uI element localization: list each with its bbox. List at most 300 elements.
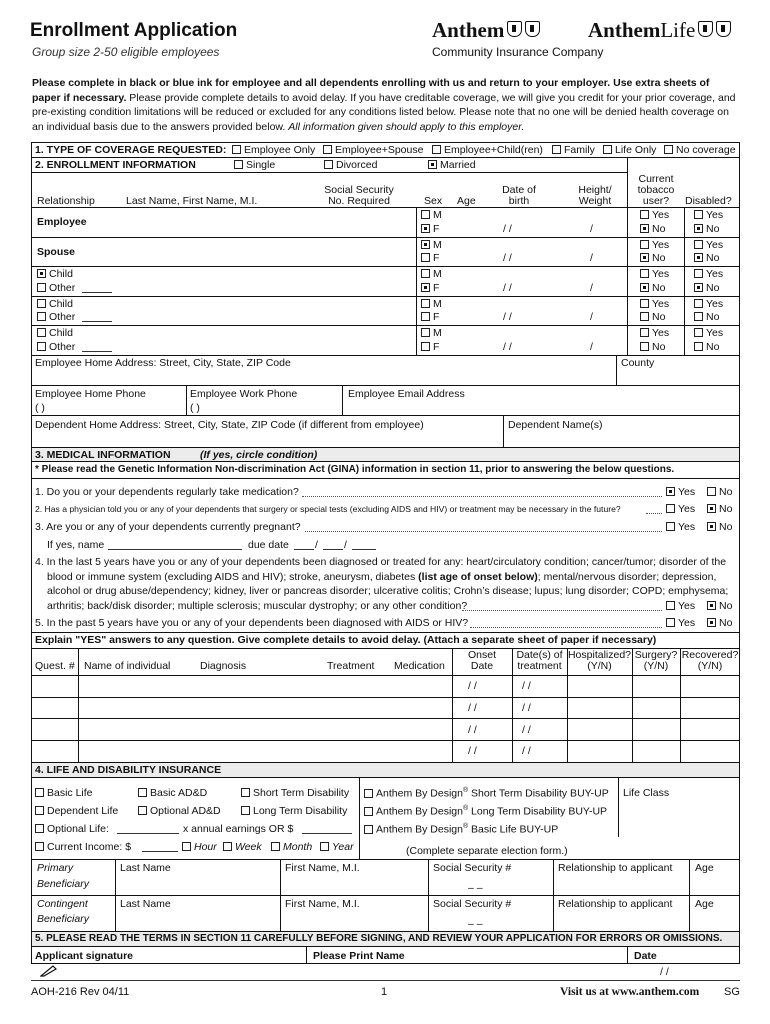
no-label: No — [652, 341, 666, 353]
checkbox-icon[interactable] — [694, 269, 703, 278]
checked-checkbox-icon[interactable] — [707, 522, 716, 531]
row-employee: Employee — [37, 216, 87, 228]
checkbox-icon[interactable] — [421, 312, 430, 321]
col-dates-1: Date(s) of — [516, 649, 563, 661]
primary-last-name: Last Name — [120, 862, 171, 874]
dob-child-3[interactable]: / / — [503, 341, 512, 353]
col-hosp-1: Hospitalized? — [567, 649, 632, 661]
tob-no-spouse[interactable] — [640, 252, 665, 264]
email-label: Employee Email Address — [348, 388, 465, 400]
sex-label: F — [433, 223, 440, 235]
status-single[interactable] — [234, 159, 275, 171]
treat-date-3[interactable]: / / — [522, 724, 531, 736]
yes-label: Yes — [706, 209, 724, 221]
sec4-label: 4. LIFE AND DISABILITY INSURANCE — [35, 764, 222, 776]
income-week[interactable] — [223, 841, 262, 853]
checked-checkbox-icon[interactable] — [421, 283, 430, 292]
tob-yes-child-1[interactable] — [640, 268, 669, 280]
child-label: Child — [49, 268, 73, 280]
dob-child-2[interactable]: / / — [503, 311, 512, 323]
q3-yes[interactable] — [666, 521, 695, 533]
registered-mark: ® — [462, 823, 469, 830]
checkbox-icon[interactable] — [640, 269, 649, 278]
option-label: Anthem By Design — [376, 805, 463, 818]
life-class-label: Life Class — [623, 787, 670, 799]
option-label: Basic AD&D — [150, 787, 208, 799]
sec3-label: 3. MEDICAL INFORMATION — [35, 449, 171, 461]
checkbox-icon[interactable] — [37, 283, 46, 292]
col-sex: Sex — [424, 195, 443, 207]
q4-yes[interactable] — [666, 600, 695, 612]
rel-other-3[interactable] — [37, 341, 75, 353]
visit-link[interactable]: Visit us at www.anthem.com — [560, 986, 700, 998]
brand-name: Anthem — [432, 18, 505, 42]
sex-label: M — [433, 268, 442, 280]
sex-label: F — [433, 341, 440, 353]
checkbox-icon[interactable] — [232, 145, 241, 154]
yes-label: Yes — [678, 503, 696, 515]
no-label: No — [652, 223, 666, 235]
q2-no[interactable] — [707, 503, 732, 515]
checkbox-icon[interactable] — [421, 210, 430, 219]
no-label: No — [719, 503, 733, 515]
dependent-life[interactable] — [35, 805, 118, 817]
checkbox-icon[interactable] — [37, 299, 46, 308]
other-label: Other — [49, 311, 76, 323]
signature-date-field[interactable]: / / — [660, 966, 669, 978]
shield-icon — [507, 21, 522, 37]
yes-label: Yes — [652, 239, 670, 251]
checked-checkbox-icon[interactable] — [428, 160, 437, 169]
primary-label: Primary — [37, 862, 74, 874]
status-label: Single — [246, 159, 276, 171]
child-label: Child — [49, 298, 73, 310]
no-label: No — [706, 252, 720, 264]
dob-child-1[interactable]: / / — [503, 282, 512, 294]
short-term-disability[interactable] — [241, 787, 349, 799]
checkbox-icon[interactable] — [223, 842, 232, 851]
option-label: Current Income: $ — [47, 841, 132, 853]
checkbox-icon[interactable] — [35, 842, 44, 851]
checkbox-icon[interactable] — [421, 342, 430, 351]
checked-checkbox-icon[interactable] — [707, 504, 716, 513]
checkbox-icon[interactable] — [666, 504, 675, 513]
yes-label: Yes — [678, 600, 696, 612]
onset-date-1[interactable]: / / — [468, 680, 477, 692]
question-4-line-2 — [47, 571, 716, 583]
yes-label: Yes — [678, 617, 696, 629]
checkbox-icon[interactable] — [694, 210, 703, 219]
rel-child-3[interactable] — [37, 327, 73, 339]
no-label: No — [706, 311, 720, 323]
checkbox-icon[interactable] — [421, 328, 430, 337]
col-tobacco-1: Current — [638, 173, 674, 185]
checked-checkbox-icon[interactable] — [640, 253, 649, 262]
col-rec-2: (Y/N) — [697, 660, 723, 672]
sex-m-child-2[interactable] — [421, 298, 442, 310]
checkbox-icon[interactable] — [694, 240, 703, 249]
shield-icon — [716, 21, 731, 37]
abd-ltd-buyup[interactable] — [364, 805, 607, 818]
dis-yes-child-3[interactable] — [694, 327, 723, 339]
onset-date-3[interactable]: / / — [468, 724, 477, 736]
checkbox-icon[interactable] — [241, 788, 250, 797]
dis-no-child-1[interactable] — [694, 282, 719, 294]
q3-name-label: If yes, name — [47, 539, 105, 551]
no-label: No — [706, 341, 720, 353]
yes-label: Yes — [678, 521, 696, 533]
rel-other-2[interactable] — [37, 311, 75, 323]
sec1-label: 1. TYPE OF COVERAGE REQUESTED: — [35, 144, 227, 156]
rel-other-1[interactable] — [37, 282, 75, 294]
col-hw-1: Height/ — [578, 184, 612, 196]
tob-no-employee[interactable] — [640, 223, 665, 235]
onset-date-4[interactable]: / / — [468, 745, 477, 757]
intro-bold: Please complete in black or blue ink for employee and all dependents enrolling with us and return to your employer. Use extra sheets of paper if necessary. — [32, 77, 710, 104]
question-4-line-4: arthritis; back/disk disorder; multiple sclerosis; muscular dystrophy; or any other condition? — [47, 600, 468, 612]
checked-checkbox-icon[interactable] — [37, 269, 46, 278]
county-label: County — [621, 357, 655, 369]
dob-employee[interactable]: / / — [503, 223, 512, 235]
contingent-label: Contingent — [37, 898, 88, 910]
checkbox-icon[interactable] — [364, 807, 373, 816]
current-income[interactable] — [35, 841, 131, 853]
pen-icon — [40, 965, 58, 977]
primary-first-name: First Name, M.I. — [285, 862, 360, 874]
col-rec-1: Recovered? — [681, 649, 739, 661]
checkbox-icon[interactable] — [432, 145, 441, 154]
sex-m-child-1[interactable] — [421, 268, 442, 280]
checkbox-icon[interactable] — [320, 842, 329, 851]
checked-checkbox-icon[interactable] — [694, 224, 703, 233]
checkbox-icon[interactable] — [694, 328, 703, 337]
income-year[interactable] — [320, 841, 354, 853]
option-label: Short Term Disability — [253, 787, 350, 799]
checkbox-icon[interactable] — [640, 299, 649, 308]
checkbox-icon[interactable] — [603, 145, 612, 154]
treat-date-4[interactable]: / / — [522, 745, 531, 757]
child-label: Child — [49, 327, 73, 339]
col-diagnosis: Diagnosis — [200, 660, 247, 672]
no-label: No — [719, 486, 733, 498]
col-quest: Quest. # — [35, 660, 75, 672]
signature-label: Applicant signature — [35, 950, 134, 962]
print-name-label: Please Print Name — [313, 950, 405, 962]
status-married[interactable] — [428, 159, 476, 171]
gina-note: * Please read the Genetic Information Non-discrimination Act (GINA) information in section 11, prior to answering the below questions. — [35, 464, 675, 475]
checkbox-icon[interactable] — [640, 328, 649, 337]
sex-f-employee[interactable] — [421, 223, 439, 235]
option-label: Year — [332, 841, 354, 853]
checkbox-icon[interactable] — [640, 312, 649, 321]
checked-checkbox-icon[interactable] — [666, 487, 675, 496]
no-label: No — [706, 223, 720, 235]
contingent-last-name: Last Name — [120, 898, 171, 910]
long-term-disability[interactable] — [241, 805, 347, 817]
checkbox-icon[interactable] — [640, 342, 649, 351]
q5-yes[interactable] — [666, 617, 695, 629]
onset-date-2[interactable]: / / — [468, 702, 477, 714]
separate-form-note: (Complete separate election form.) — [406, 845, 568, 857]
tob-no-child-1[interactable] — [640, 282, 665, 294]
no-label: No — [706, 282, 720, 294]
sex-m-spouse[interactable] — [421, 239, 442, 251]
yes-label: Yes — [706, 327, 724, 339]
q2-yes[interactable] — [666, 503, 695, 515]
col-tobacco-3: user? — [642, 195, 670, 207]
sex-label: F — [433, 252, 440, 264]
q1-no[interactable] — [707, 486, 732, 498]
checkbox-icon[interactable] — [271, 842, 280, 851]
contingent-ssn: Social Security # — [433, 898, 512, 910]
col-surg-2: (Y/N) — [643, 660, 669, 672]
yes-label: Yes — [652, 327, 670, 339]
tob-no-child-2[interactable] — [640, 311, 665, 323]
checkbox-icon[interactable] — [666, 522, 675, 531]
rel-child-2[interactable] — [37, 298, 73, 310]
checkbox-icon[interactable] — [421, 299, 430, 308]
col-treatment: Treatment — [327, 660, 375, 672]
yes-label: Yes — [652, 298, 670, 310]
optional-add[interactable] — [138, 805, 221, 817]
checkbox-icon[interactable] — [138, 788, 147, 797]
checkbox-icon[interactable] — [138, 806, 147, 815]
explain-note: Explain "YES" answers to any question. Give complete details to avoid delay. (Attach a separate sheet of paper if necessary) — [35, 634, 657, 646]
sex-m-employee[interactable] — [421, 209, 442, 221]
sex-f-spouse[interactable] — [421, 252, 439, 264]
no-label: No — [652, 282, 666, 294]
q4-bold: (list age of onset below) — [418, 571, 538, 583]
row-spouse: Spouse — [37, 246, 75, 258]
dis-no-child-2[interactable] — [694, 311, 719, 323]
checkbox-icon[interactable] — [664, 145, 673, 154]
checked-checkbox-icon[interactable] — [421, 224, 430, 233]
sex-label: M — [433, 298, 442, 310]
checkbox-icon[interactable] — [694, 299, 703, 308]
col-ssn-1: Social Security — [324, 184, 394, 196]
yes-label: Yes — [652, 268, 670, 280]
checkbox-icon[interactable] — [707, 487, 716, 496]
checkbox-icon[interactable] — [35, 788, 44, 797]
checked-checkbox-icon[interactable] — [707, 618, 716, 627]
home-phone-field[interactable]: ( ) — [35, 402, 45, 414]
page-number: 1 — [381, 986, 388, 998]
q3-no[interactable] — [707, 521, 732, 533]
checked-checkbox-icon[interactable] — [640, 283, 649, 292]
q4-no[interactable] — [707, 600, 732, 612]
cov-no-coverage[interactable] — [664, 144, 736, 156]
checkbox-icon[interactable] — [640, 240, 649, 249]
col-tobacco-2: tobacco — [637, 184, 675, 196]
no-label: No — [719, 521, 733, 533]
tob-yes-child-2[interactable] — [640, 298, 669, 310]
checkbox-icon[interactable] — [37, 312, 46, 321]
hw-spouse[interactable]: / — [590, 252, 593, 264]
other-label: Other — [49, 341, 76, 353]
cov-label: Life Only — [615, 144, 657, 156]
intro-text: Please provide complete details to avoid delay. If you have creditable coverage, we will give you credit for your prior coverage, and pre-existing condition limitations will be reduced or excluded for any conditions listed below. Please note that no one will be denied health coverage on an individual basis due to the answers provided below. — [32, 91, 736, 133]
dis-yes-employee[interactable] — [694, 209, 723, 221]
status-divorced[interactable] — [324, 159, 377, 171]
sex-label: F — [433, 282, 440, 294]
q1-yes[interactable] — [666, 486, 695, 498]
yes-label: Yes — [678, 486, 696, 498]
sex-f-child-1[interactable] — [421, 282, 439, 294]
sex-label: M — [433, 327, 442, 339]
treat-date-2[interactable]: / / — [522, 702, 531, 714]
primary-relationship: Relationship to applicant — [558, 862, 673, 874]
question-3: 3. Are you or any of your dependents currently pregnant? — [35, 521, 301, 533]
contingent-relationship: Relationship to applicant — [558, 898, 673, 910]
option-label: Week — [235, 841, 262, 853]
q4-text: ; mental/nervous disorder; depression, — [537, 571, 717, 583]
checkbox-icon[interactable] — [324, 160, 333, 169]
option-label: Dependent Life — [47, 805, 119, 817]
cov-label: Employee+Spouse — [335, 144, 424, 156]
checked-checkbox-icon[interactable] — [694, 283, 703, 292]
slash: / — [315, 539, 318, 551]
hw-child-2[interactable]: / — [590, 311, 593, 323]
dis-yes-spouse[interactable] — [694, 239, 723, 251]
dis-no-employee[interactable] — [694, 223, 719, 235]
checkbox-icon[interactable] — [234, 160, 243, 169]
checkbox-icon[interactable] — [421, 269, 430, 278]
x-annual-label: x annual earnings OR $ — [183, 823, 294, 835]
dep-names-label: Dependent Name(s) — [508, 419, 603, 431]
col-dob-1: Date of — [502, 184, 536, 196]
col-dates-2: treatment — [517, 660, 562, 672]
status-label: Married — [440, 159, 476, 171]
abd-life-buyup[interactable] — [364, 823, 558, 836]
option-label: Long Term Disability BUY-UP — [468, 805, 608, 818]
contingent-first-name: First Name, M.I. — [285, 898, 360, 910]
income-hour[interactable] — [182, 841, 217, 853]
sex-f-child-3[interactable] — [421, 341, 439, 353]
cov-employee-children[interactable] — [432, 144, 543, 156]
q4-text: blood or immune system (excluding AIDS and HIV); stroke, aneurysm, diabetes — [47, 571, 419, 583]
q3-due-label: due date — [248, 539, 289, 551]
question-2: 2. Has a physician told you or any of your dependents that surgery or special tests (excluding AIDS and HIV) or treatment may be necessary in the future? — [35, 504, 621, 514]
checkbox-icon[interactable] — [37, 328, 46, 337]
q5-no[interactable] — [707, 617, 732, 629]
col-name: Last Name, First Name, M.I. — [126, 195, 258, 207]
checked-checkbox-icon[interactable] — [640, 224, 649, 233]
primary-ssn-field[interactable]: – – — [468, 882, 483, 894]
tob-yes-employee[interactable] — [640, 209, 669, 221]
checkbox-icon[interactable] — [666, 618, 675, 627]
tob-no-child-3[interactable] — [640, 341, 665, 353]
anthem-life-logo — [588, 18, 731, 43]
tob-yes-spouse[interactable] — [640, 239, 669, 251]
checkbox-icon[interactable] — [182, 842, 191, 851]
sec2-label: 2. ENROLLMENT INFORMATION — [35, 159, 196, 171]
question-1: 1. Do you or your dependents regularly take medication? — [35, 486, 299, 498]
page-subtitle: Group size 2-50 eligible employees — [32, 45, 220, 59]
cov-life-only[interactable] — [603, 144, 656, 156]
cov-employee-only[interactable] — [232, 144, 315, 156]
income-month[interactable] — [271, 841, 312, 853]
dob-spouse[interactable]: / / — [503, 252, 512, 264]
instructions — [32, 76, 740, 134]
checkbox-icon[interactable] — [35, 824, 44, 833]
intro-italic: All information given should apply to this employer. — [288, 120, 525, 133]
col-disabled: Disabled? — [685, 195, 732, 207]
col-surg-1: Surgery? — [634, 649, 678, 661]
col-age: Age — [457, 195, 476, 207]
company-name: Community Insurance Company — [432, 45, 604, 59]
dis-yes-child-1[interactable] — [694, 268, 723, 280]
checkbox-icon[interactable] — [640, 210, 649, 219]
work-phone-field[interactable]: ( ) — [190, 402, 200, 414]
checkbox-icon[interactable] — [552, 145, 561, 154]
basic-add[interactable] — [138, 787, 207, 799]
sec5-label: 5. PLEASE READ THE TERMS IN SECTION 11 CAREFULLY BEFORE SIGNING, AND REVIEW YOUR APPLICATION FOR ERRORS OR OMISSIONS. — [35, 933, 723, 944]
brand-name: Anthem — [588, 18, 661, 42]
checkbox-icon[interactable] — [666, 601, 675, 610]
checkbox-icon[interactable] — [364, 789, 373, 798]
checked-checkbox-icon[interactable] — [694, 253, 703, 262]
checkbox-icon[interactable] — [694, 312, 703, 321]
option-label: Basic Life — [47, 787, 93, 799]
cov-label: Employee Only — [244, 144, 316, 156]
checked-checkbox-icon[interactable] — [707, 601, 716, 610]
checkbox-icon[interactable] — [694, 342, 703, 351]
home-address-label: Employee Home Address: Street, City, State, ZIP Code — [35, 357, 291, 369]
form-code: SG — [724, 986, 740, 998]
treat-date-1[interactable]: / / — [522, 680, 531, 692]
no-label: No — [652, 311, 666, 323]
other-label: Other — [49, 282, 76, 294]
dis-no-spouse[interactable] — [694, 252, 719, 264]
home-phone-label: Employee Home Phone — [35, 388, 146, 400]
yes-label: Yes — [706, 239, 724, 251]
page-title: Enrollment Application — [30, 20, 238, 41]
primary-age: Age — [695, 862, 714, 874]
sex-f-child-2[interactable] — [421, 311, 439, 323]
cov-employee-spouse[interactable] — [323, 144, 423, 156]
registered-mark: ® — [462, 787, 469, 794]
option-label: Short Term Disability BUY-UP — [468, 787, 609, 800]
abd-std-buyup[interactable] — [364, 787, 609, 800]
checkbox-icon[interactable] — [35, 806, 44, 815]
slash: / — [344, 539, 347, 551]
yes-label: Yes — [706, 268, 724, 280]
cov-label: Family — [564, 144, 595, 156]
hw-child-3[interactable]: / — [590, 341, 593, 353]
rel-child-1[interactable] — [37, 268, 73, 280]
hw-employee[interactable]: / — [590, 223, 593, 235]
checkbox-icon[interactable] — [364, 825, 373, 834]
checkbox-icon[interactable] — [421, 253, 430, 262]
checkbox-icon[interactable] — [37, 342, 46, 351]
no-label: No — [719, 617, 733, 629]
sex-m-child-3[interactable] — [421, 327, 442, 339]
checkbox-icon[interactable] — [323, 145, 332, 154]
col-individual: Name of individual — [84, 660, 171, 672]
yes-label: Yes — [706, 298, 724, 310]
optional-life[interactable] — [35, 823, 109, 835]
col-dob-2: birth — [508, 195, 530, 207]
basic-life[interactable] — [35, 787, 93, 799]
checkbox-icon[interactable] — [241, 806, 250, 815]
contingent-ssn-field[interactable]: – – — [468, 918, 483, 930]
hw-child-1[interactable]: / — [590, 282, 593, 294]
dis-no-child-3[interactable] — [694, 341, 719, 353]
cov-family[interactable] — [552, 144, 595, 156]
dis-yes-child-2[interactable] — [694, 298, 723, 310]
checked-checkbox-icon[interactable] — [421, 240, 430, 249]
tob-yes-child-3[interactable] — [640, 327, 669, 339]
